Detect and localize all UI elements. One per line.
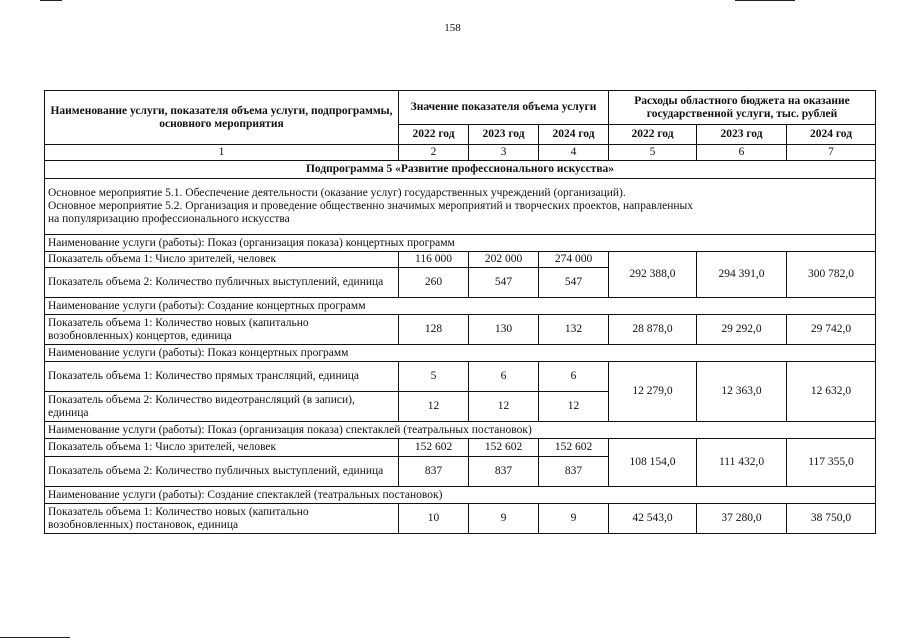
expense-2023: 294 391,0 bbox=[697, 252, 787, 298]
volume-2023: 12 bbox=[469, 392, 539, 422]
indicator-name: Показатель объема 1: Количество новых (капитально возобновленных) концертов, единица bbox=[45, 315, 399, 345]
service-title-row bbox=[45, 422, 876, 439]
volume-2024: 12 bbox=[539, 392, 609, 422]
volume-2022: 5 bbox=[399, 362, 469, 392]
column-number: 5 bbox=[609, 145, 697, 161]
expense-2024: 29 742,0 bbox=[787, 315, 876, 345]
scan-edge-mark bbox=[40, 0, 62, 1]
expense-2024: 38 750,0 bbox=[787, 504, 876, 534]
expense-2022: 12 279,0 bbox=[609, 362, 697, 422]
column-number: 1 bbox=[45, 145, 399, 161]
expense-2023: 37 280,0 bbox=[697, 504, 787, 534]
indicator-row bbox=[45, 252, 876, 268]
indicator-row bbox=[45, 315, 876, 345]
volume-2023: 6 bbox=[469, 362, 539, 392]
scan-edge-mark bbox=[735, 0, 795, 1]
expense-2024: 300 782,0 bbox=[787, 252, 876, 298]
indicator-row bbox=[45, 362, 876, 392]
page-number: 158 bbox=[444, 22, 461, 34]
scan-edge-mark bbox=[0, 637, 70, 638]
volume-2023: 547 bbox=[469, 268, 539, 298]
service-title: Наименование услуги (работы): Показ концертных программ bbox=[45, 345, 876, 362]
volume-2023: 202 000 bbox=[469, 252, 539, 268]
volume-2024: 132 bbox=[539, 315, 609, 345]
volume-2022: 837 bbox=[399, 457, 469, 487]
service-title: Наименование услуги (работы): Создание спектаклей (театральных постановок) bbox=[45, 487, 876, 504]
indicator-row bbox=[45, 504, 876, 534]
column-number: 7 bbox=[787, 145, 876, 161]
expense-2022: 42 543,0 bbox=[609, 504, 697, 534]
indicator-name: Показатель объема 1: Количество новых (капитально возобновленных) постановок, единица bbox=[45, 504, 399, 534]
expense-2023: 111 432,0 bbox=[697, 439, 787, 487]
column-number: 3 bbox=[469, 145, 539, 161]
volume-2024: 9 bbox=[539, 504, 609, 534]
header-expense-group: Расходы областного бюджета на оказание государственной услуги, тыс. рублей bbox=[609, 91, 876, 125]
volume-2022: 260 bbox=[399, 268, 469, 298]
volume-2024: 274 000 bbox=[539, 252, 609, 268]
header-volume-group: Значение показателя объема услуги bbox=[399, 91, 609, 125]
volume-2022: 116 000 bbox=[399, 252, 469, 268]
expense-2022: 292 388,0 bbox=[609, 252, 697, 298]
volume-2024: 547 bbox=[539, 268, 609, 298]
indicator-name: Показатель объема 2: Количество публичных выступлений, единица bbox=[45, 268, 399, 298]
volume-2024: 6 bbox=[539, 362, 609, 392]
indicator-name: Показатель объема 1: Количество прямых трансляций, единица bbox=[45, 362, 399, 392]
service-title-row bbox=[45, 235, 876, 252]
indicator-row bbox=[45, 439, 876, 457]
indicator-name: Показатель объема 2: Количество публичных выступлений, единица bbox=[45, 457, 399, 487]
header-col-name: Наименование услуги, показателя объема услуги, подпрограммы, основного мероприятия bbox=[45, 91, 399, 145]
volume-2022: 10 bbox=[399, 504, 469, 534]
header-row bbox=[45, 91, 876, 125]
service-title: Наименование услуги (работы): Показ (организация показа) спектаклей (театральных постановок) bbox=[45, 422, 876, 439]
column-number: 2 bbox=[399, 145, 469, 161]
header-year: 2024 год bbox=[787, 125, 876, 145]
service-title: Наименование услуги (работы): Показ (организация показа) концертных программ bbox=[45, 235, 876, 252]
volume-2023: 9 bbox=[469, 504, 539, 534]
header-year: 2024 год bbox=[539, 125, 609, 145]
service-title-row bbox=[45, 345, 876, 362]
expense-2024: 117 355,0 bbox=[787, 439, 876, 487]
volume-2024: 152 602 bbox=[539, 439, 609, 457]
volume-2022: 12 bbox=[399, 392, 469, 422]
service-title-row bbox=[45, 298, 876, 315]
header-year: 2022 год bbox=[399, 125, 469, 145]
indicator-name: Показатель объема 1: Число зрителей, человек bbox=[45, 252, 399, 268]
expense-2023: 12 363,0 bbox=[697, 362, 787, 422]
subprogram-title: Подпрограмма 5 «Развитие профессионального искусства» bbox=[45, 161, 876, 179]
volume-2023: 152 602 bbox=[469, 439, 539, 457]
volume-2022: 128 bbox=[399, 315, 469, 345]
volume-2024: 837 bbox=[539, 457, 609, 487]
main-activities-row bbox=[45, 179, 876, 235]
expense-2022: 108 154,0 bbox=[609, 439, 697, 487]
volume-2022: 152 602 bbox=[399, 439, 469, 457]
main-activity-line: Основное мероприятие 5.2. Организация и проведение общественно значимых мероприятий и творческих проектов, направленных bbox=[48, 200, 693, 212]
column-number: 6 bbox=[697, 145, 787, 161]
main-activity-line: Основное мероприятие 5.1. Обеспечение деятельности (оказание услуг) государственных учреждений (организаций). bbox=[48, 187, 626, 199]
service-title: Наименование услуги (работы): Создание концертных программ bbox=[45, 298, 876, 315]
header-year: 2022 год bbox=[609, 125, 697, 145]
indicator-name: Показатель объема 1: Число зрителей, человек bbox=[45, 439, 399, 457]
volume-2023: 130 bbox=[469, 315, 539, 345]
expense-2023: 29 292,0 bbox=[697, 315, 787, 345]
header-year: 2023 год bbox=[697, 125, 787, 145]
indicator-name: Показатель объема 2: Количество видеотрансляций (в записи), единица bbox=[45, 392, 399, 422]
column-numbers-row bbox=[45, 145, 876, 161]
main-activity-line: на популяризацию профессионального искусства bbox=[48, 213, 290, 225]
column-number: 4 bbox=[539, 145, 609, 161]
expense-2022: 28 878,0 bbox=[609, 315, 697, 345]
service-title-row bbox=[45, 487, 876, 504]
expense-2024: 12 632,0 bbox=[787, 362, 876, 422]
budget-table bbox=[44, 90, 876, 534]
header-year: 2023 год bbox=[469, 125, 539, 145]
main-activities bbox=[45, 179, 876, 235]
subprogram-row bbox=[45, 161, 876, 179]
volume-2023: 837 bbox=[469, 457, 539, 487]
